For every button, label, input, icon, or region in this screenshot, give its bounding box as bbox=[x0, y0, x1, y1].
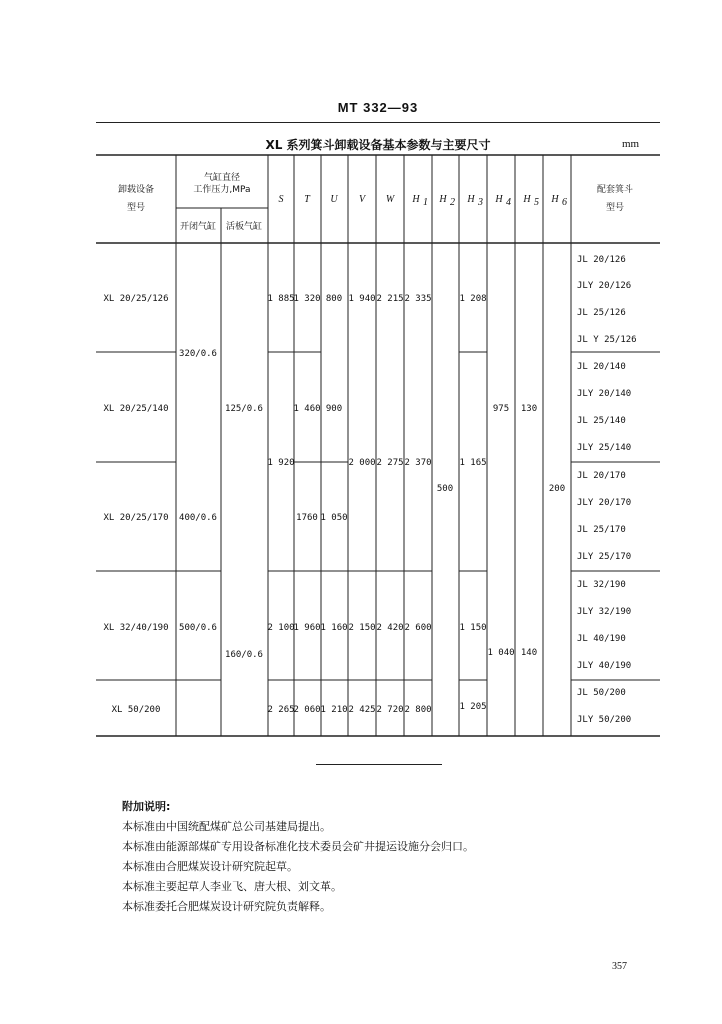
device-model: XL 20/25/126 bbox=[103, 294, 169, 304]
device-model: XL 50/200 bbox=[111, 705, 161, 715]
h3-value: 1 150 bbox=[459, 623, 487, 633]
additional-notes bbox=[122, 797, 642, 917]
w-value: 2 215 bbox=[376, 294, 404, 304]
u-value: 800 bbox=[325, 294, 343, 304]
header-cylinder: 工作压力,MPa bbox=[193, 185, 251, 195]
skip-model: JLY 50/200 bbox=[577, 715, 632, 725]
h6-value: 200 bbox=[548, 484, 566, 494]
header-v: V bbox=[358, 194, 366, 205]
h3-value: 1 165 bbox=[459, 458, 487, 468]
device-model: XL 20/25/140 bbox=[103, 404, 169, 414]
note-line: 本标准主要起草人李业飞、唐大根、刘文革。 bbox=[122, 880, 342, 893]
header-u: U bbox=[330, 194, 338, 205]
header-skip-model: 配套箕斗 bbox=[596, 185, 634, 195]
u-value: 900 bbox=[325, 404, 343, 414]
device-model: XL 20/25/170 bbox=[103, 513, 169, 523]
v-value: 2 000 bbox=[348, 458, 376, 468]
skip-model: JLY 20/140 bbox=[577, 389, 632, 399]
skip-model: JLY 25/170 bbox=[577, 552, 632, 562]
w-value: 2 720 bbox=[376, 705, 404, 715]
skip-model: JL 20/170 bbox=[577, 471, 626, 481]
header-device-model: 型号 bbox=[126, 203, 146, 213]
skip-model: JLY 25/140 bbox=[577, 443, 632, 453]
note-line: 本标准由能源部煤矿专用设备标准化技术委员会矿井提运设施分会归口。 bbox=[122, 840, 474, 853]
page-number: 357 bbox=[612, 961, 627, 972]
header-t: T bbox=[304, 194, 310, 205]
closed-cylinder-value: 320/0.6 bbox=[179, 349, 217, 359]
w-value: 2 275 bbox=[376, 458, 404, 468]
device-model: XL 32/40/190 bbox=[103, 623, 169, 633]
header-h1: H bbox=[412, 194, 420, 205]
w-value: 2 420 bbox=[376, 623, 404, 633]
header-skip-model: 型号 bbox=[605, 203, 625, 213]
t-value: 2 060 bbox=[293, 705, 321, 715]
v-value: 1 940 bbox=[348, 294, 376, 304]
header-h3-sub: 3 bbox=[478, 197, 483, 208]
h3-value: 1 208 bbox=[459, 294, 487, 304]
skip-model: JL Y 25/126 bbox=[577, 335, 637, 345]
header-h6: H bbox=[551, 194, 559, 205]
skip-model: JL 20/126 bbox=[577, 255, 626, 265]
h4-value: 975 bbox=[492, 404, 510, 414]
s-value: 1 920 bbox=[267, 458, 295, 468]
standard-number: MT 332—93 bbox=[337, 100, 419, 115]
note-line: 本标准委托合肥煤炭设计研究院负责解释。 bbox=[122, 900, 331, 913]
skip-model: JL 40/190 bbox=[577, 634, 626, 644]
h5-value: 130 bbox=[520, 404, 538, 414]
header-h5-sub: 5 bbox=[534, 197, 539, 208]
h1-value: 2 600 bbox=[404, 623, 432, 633]
u-value: 1 160 bbox=[320, 623, 348, 633]
note-line: 本标准由合肥煤炭设计研究院起草。 bbox=[122, 860, 298, 873]
u-value: 1 210 bbox=[320, 705, 348, 715]
s-value: 2 265 bbox=[267, 705, 295, 715]
notes-separator bbox=[316, 764, 442, 765]
h1-value: 2 370 bbox=[404, 458, 432, 468]
plate-cylinder-value: 160/0.6 bbox=[225, 650, 263, 660]
header-h2: H bbox=[439, 194, 447, 205]
t-value: 1 320 bbox=[293, 294, 321, 304]
header-h5: H bbox=[523, 194, 531, 205]
header-h3: H bbox=[467, 194, 475, 205]
h1-value: 2 800 bbox=[404, 705, 432, 715]
u-value: 1 050 bbox=[320, 513, 348, 523]
skip-model: JL 50/200 bbox=[577, 688, 626, 698]
t-value: 1760 bbox=[296, 513, 318, 523]
skip-model: JL 32/190 bbox=[577, 580, 626, 590]
skip-model: JLY 32/190 bbox=[577, 607, 632, 617]
h5-value: 140 bbox=[520, 648, 538, 658]
notes-heading: 附加说明: bbox=[122, 800, 171, 813]
header-h6-sub: 6 bbox=[562, 197, 567, 208]
header-w: W bbox=[385, 194, 395, 205]
header-cylinder: 气缸直径 bbox=[203, 173, 241, 183]
t-value: 1 960 bbox=[293, 623, 321, 633]
h3-value: 1 205 bbox=[459, 702, 487, 712]
s-value: 2 100 bbox=[267, 623, 295, 633]
plate-cylinder-value: 125/0.6 bbox=[225, 404, 263, 414]
header-s: S bbox=[278, 194, 284, 205]
v-value: 2 150 bbox=[348, 623, 376, 633]
skip-model: JLY 20/170 bbox=[577, 498, 632, 508]
h1-value: 2 335 bbox=[404, 294, 432, 304]
skip-model: JL 25/126 bbox=[577, 308, 626, 318]
skip-model: JL 25/170 bbox=[577, 525, 626, 535]
header-plate-cylinder: 活板气缸 bbox=[225, 222, 263, 232]
h2-value: 500 bbox=[436, 484, 454, 494]
h4-value: 1 040 bbox=[487, 648, 515, 658]
skip-model: JL 20/140 bbox=[577, 362, 626, 372]
header-h4-sub: 4 bbox=[506, 197, 511, 208]
skip-model: JLY 20/126 bbox=[577, 281, 632, 291]
skip-model: JLY 40/190 bbox=[577, 661, 632, 671]
closed-cylinder-value: 400/0.6 bbox=[179, 513, 217, 523]
v-value: 2 425 bbox=[348, 705, 376, 715]
header-device-model: 卸载设备 bbox=[117, 185, 155, 195]
header-h2-sub: 2 bbox=[450, 197, 455, 208]
closed-cylinder-value: 500/0.6 bbox=[179, 623, 217, 633]
t-value: 1 460 bbox=[293, 404, 321, 414]
table-title: XL 系列箕斗卸载设备基本参数与主要尺寸 bbox=[265, 138, 491, 152]
note-line: 本标准由中国统配煤矿总公司基建局提出。 bbox=[122, 820, 331, 833]
skip-model: JL 25/140 bbox=[577, 416, 626, 426]
unit-label: mm bbox=[622, 138, 640, 150]
header-h4: H bbox=[495, 194, 503, 205]
header-h1-sub: 1 bbox=[423, 197, 428, 208]
s-value: 1 885 bbox=[267, 294, 295, 304]
header-closed-cylinder: 开闭气缸 bbox=[179, 222, 217, 232]
